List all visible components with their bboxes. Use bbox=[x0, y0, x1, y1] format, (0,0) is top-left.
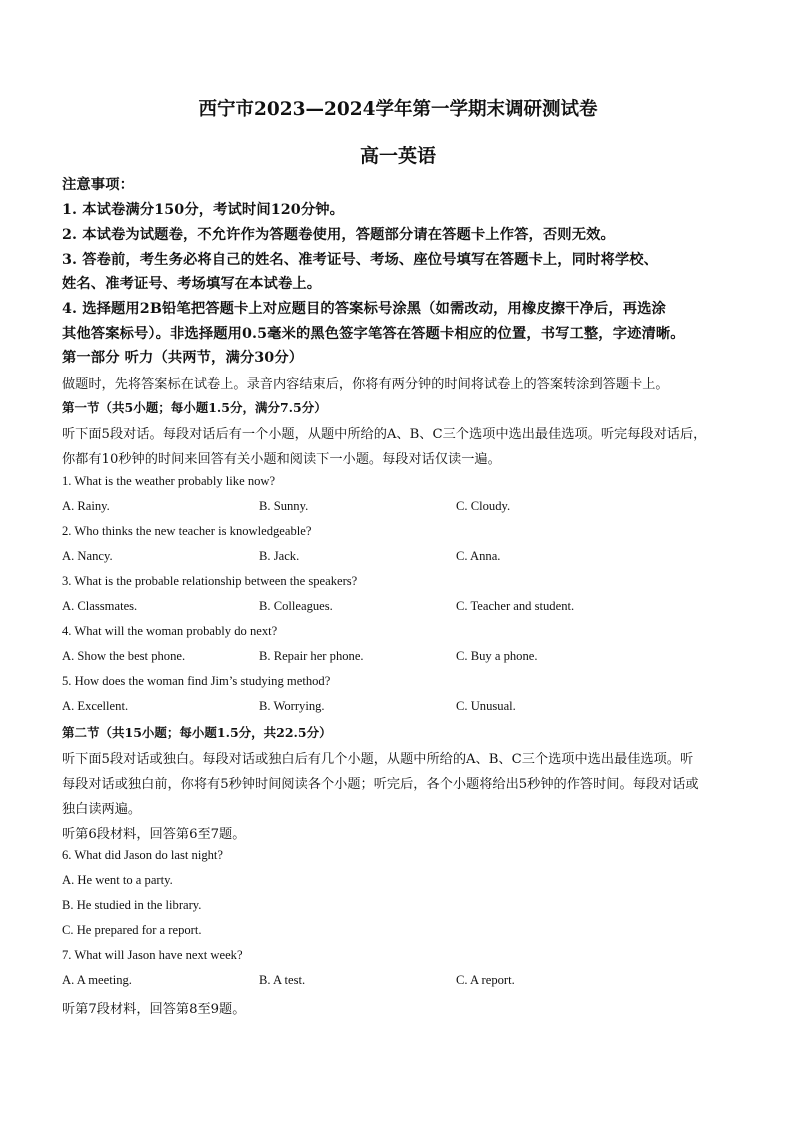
exam-title: 西宁市2023—2024学年第一学期末调研测试卷 bbox=[198, 99, 598, 120]
option-a: A. He went to a party. bbox=[62, 873, 173, 887]
section2-instruction: 听下面5段对话或独白。每段对话或独白后有几个小题，从题中所给的A、B、C三个选项中选出最佳选项。听 bbox=[62, 752, 694, 767]
question-stem: 5. How does the woman find Jim’s studying method? bbox=[62, 674, 331, 688]
option-c: C. Cloudy. bbox=[456, 499, 511, 513]
option-b: B. He studied in the library. bbox=[62, 898, 202, 912]
option-b: B. Jack. bbox=[259, 549, 300, 563]
option-c: C. Unusual. bbox=[456, 699, 516, 713]
question-stem: 7. What will Jason have next week? bbox=[62, 948, 243, 962]
part1-instruction: 做题时，先将答案标在试卷上。录音内容结束后，你将有两分钟的时间将试卷上的答案转涂到答题卡上。 bbox=[62, 377, 669, 392]
section2-instruction: 独白读两遍。 bbox=[62, 802, 142, 817]
option-c: C. He prepared for a report. bbox=[62, 923, 202, 937]
option-a: A. Classmates. bbox=[62, 599, 138, 613]
note-item: 其他答案标号）。非选择题用0.5毫米的黑色签字笔答在答题卡相应的位置，书写工整，字迹清晰。 bbox=[62, 326, 685, 342]
option-c: C. Buy a phone. bbox=[456, 649, 538, 663]
exam-subtitle: 高一英语 bbox=[359, 145, 436, 167]
notes-heading: 注意事项： bbox=[62, 177, 134, 193]
note-item: 1. 本试卷满分150分，考试时间120分钟。 bbox=[62, 202, 345, 218]
section1-instruction: 你都有10秒钟的时间来回答有关小题和阅读下一小题。每段对话仅读一遍。 bbox=[62, 452, 501, 467]
option-a: A. A meeting. bbox=[62, 973, 132, 987]
question-stem: 6. What did Jason do last night? bbox=[62, 848, 224, 862]
option-a: A. Nancy. bbox=[62, 549, 113, 563]
question-stem: 1. What is the weather probably like now? bbox=[62, 474, 276, 488]
option-b: B. A test. bbox=[259, 973, 306, 987]
option-c: C. Teacher and student. bbox=[456, 599, 575, 613]
option-a: A. Rainy. bbox=[62, 499, 110, 513]
question-stem: 3. What is the probable relationship between the speakers? bbox=[62, 574, 358, 588]
option-b: B. Colleagues. bbox=[259, 599, 333, 613]
option-c: C. Anna. bbox=[456, 549, 501, 563]
question-stem: 4. What will the woman probably do next? bbox=[62, 624, 278, 638]
option-c: C. A report. bbox=[456, 973, 515, 987]
note-item: 3. 答卷前，考生务必将自己的姓名、准考证号、考场、座位号填写在答题卡上，同时将学校、 bbox=[62, 252, 659, 268]
question-stem: 2. Who thinks the new teacher is knowledgeable? bbox=[62, 524, 312, 538]
section2-instruction: 每段对话或独白前，你将有5秒钟时间阅读各个小题；听完后，各个小题将给出5秒钟的作答时间。每段对话或 bbox=[62, 777, 699, 792]
note-item: 2. 本试卷为试题卷，不允许作为答题卷使用，答题部分请在答题卡上作答，否则无效。 bbox=[62, 227, 615, 243]
note-item: 姓名、准考证号、考场填写在本试卷上。 bbox=[62, 276, 322, 292]
section1-heading: 第一节（共5小题；每小题1.5分，满分7.5分） bbox=[62, 400, 327, 415]
material-label: 听第7段材料，回答第8至9题。 bbox=[62, 1002, 246, 1017]
part1-heading: 第一部分 听力（共两节，满分30分） bbox=[62, 350, 304, 366]
option-b: B. Worrying. bbox=[259, 699, 325, 713]
section2-heading: 第二节（共15小题；每小题1.5分，共22.5分） bbox=[62, 725, 332, 740]
option-a: A. Excellent. bbox=[62, 699, 129, 713]
option-b: B. Repair her phone. bbox=[259, 649, 364, 663]
section1-instruction: 听下面5段对话。每段对话后有一个小题，从题中所给的A、B、C三个选项中选出最佳选项。听完每段对话后， bbox=[62, 427, 707, 442]
note-item: 4. 选择题用2B铅笔把答题卡上对应题目的答案标号涂黑（如需改动，用橡皮擦干净后，再选涂 bbox=[62, 301, 666, 317]
option-a: A. Show the best phone. bbox=[62, 649, 186, 663]
option-b: B. Sunny. bbox=[259, 499, 309, 513]
material-label: 听第6段材料，回答第6至7题。 bbox=[62, 827, 246, 842]
